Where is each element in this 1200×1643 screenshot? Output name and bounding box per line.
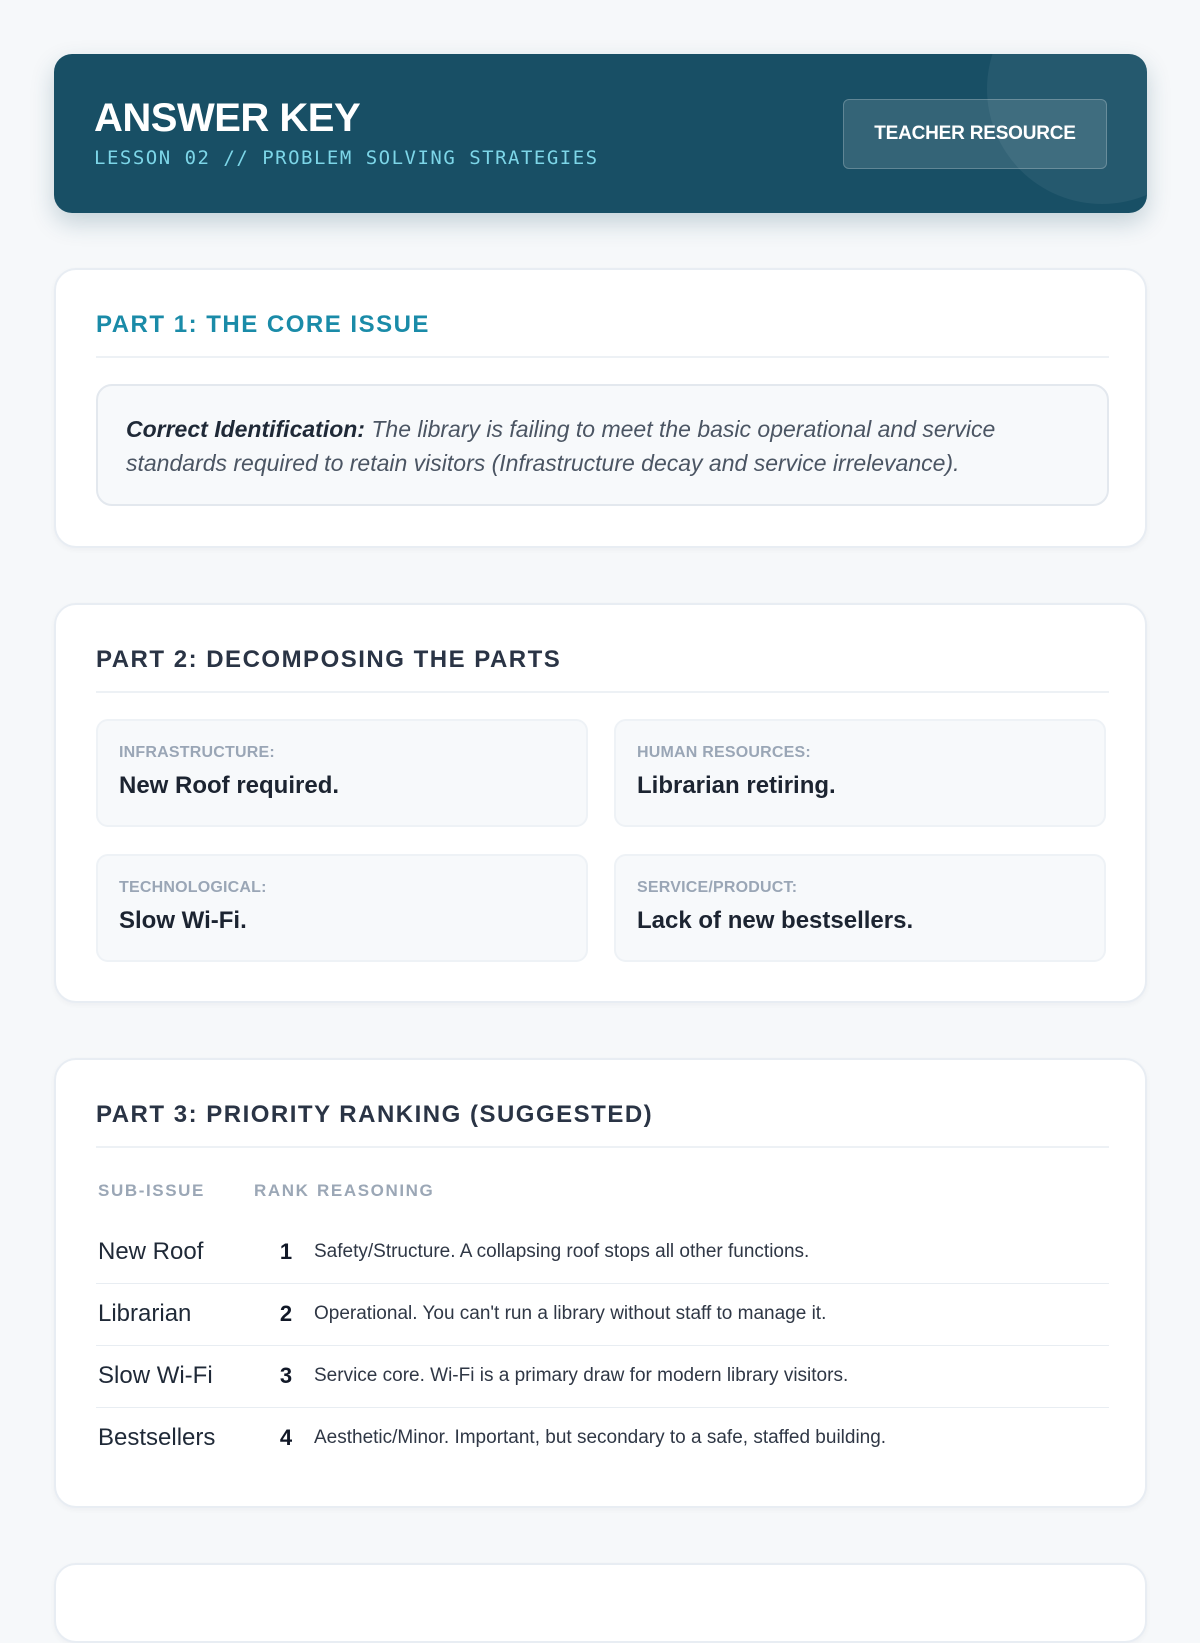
part-2-card: [54, 603, 1147, 1003]
part-4-card: [54, 1563, 1147, 1643]
table-row: [96, 1345, 1109, 1408]
teacher-resource-button[interactable]: TEACHER RESOURCE: [843, 99, 1107, 169]
part-box-technological: [96, 854, 588, 962]
part-3-card: [54, 1058, 1147, 1508]
part-answer: Lack of new bestsellers.: [637, 907, 914, 934]
part-answer: New Roof required.: [119, 772, 340, 799]
part-category-label: SERVICE/PRODUCT:: [637, 879, 798, 896]
part-2-title: PART 2: DECOMPOSING THE PARTS: [96, 643, 1109, 693]
answer-key-header: [54, 54, 1147, 213]
rank-cell: 4: [279, 1425, 293, 1450]
rank-cell: 1: [279, 1239, 293, 1264]
subissue-cell: Bestsellers: [98, 1424, 216, 1451]
reasoning-cell: Service core. Wi-Fi is a primary draw for modern library visitors.: [314, 1365, 849, 1386]
part-box-service-product: [614, 854, 1106, 962]
column-header-reasoning: REASONING: [317, 1181, 435, 1200]
part-1-card: [54, 268, 1147, 548]
subissue-cell: Slow Wi-Fi: [98, 1362, 213, 1389]
part-category-label: TECHNOLOGICAL:: [119, 879, 267, 896]
part-1-title: PART 1: THE CORE ISSUE: [96, 308, 1109, 358]
part-answer: Librarian retiring.: [637, 772, 836, 799]
reasoning-cell: Aesthetic/Minor. Important, but secondary to a safe, staffed building.: [314, 1427, 887, 1448]
subissue-cell: New Roof: [98, 1238, 204, 1265]
subissue-cell: Librarian: [98, 1300, 192, 1327]
part-box-infrastructure: [96, 719, 588, 827]
table-row: [96, 1407, 1109, 1469]
part-answer: Slow Wi-Fi.: [119, 907, 247, 934]
part-category-label: INFRASTRUCTURE:: [119, 744, 275, 761]
answer-text: The library is failing to meet the basic operational and service standards required to retain visitors (Infrastructure decay and service irrelevance).: [126, 416, 996, 476]
table-row: [96, 1221, 1109, 1284]
answer-label: Correct Identification:: [126, 416, 365, 442]
rank-cell: 2: [279, 1301, 293, 1326]
part-box-human-resources: [614, 719, 1106, 827]
reasoning-cell: Operational. You can't run a library without staff to manage it.: [314, 1303, 827, 1324]
column-header-subissue: SUB-ISSUE: [98, 1181, 205, 1200]
core-issue-answer: [96, 384, 1109, 506]
part-3-title: PART 3: PRIORITY RANKING (SUGGESTED): [96, 1098, 1109, 1148]
reasoning-cell: Safety/Structure. A collapsing roof stops all other functions.: [314, 1241, 810, 1262]
rank-cell: 3: [279, 1363, 293, 1388]
column-header-rank: RANK: [254, 1181, 310, 1200]
part-category-label: HUMAN RESOURCES:: [637, 744, 811, 761]
page-title: ANSWER KEY: [94, 96, 361, 140]
lesson-subtitle: LESSON 02 // PROBLEM SOLVING STRATEGIES: [94, 147, 599, 169]
table-row: [96, 1283, 1109, 1346]
